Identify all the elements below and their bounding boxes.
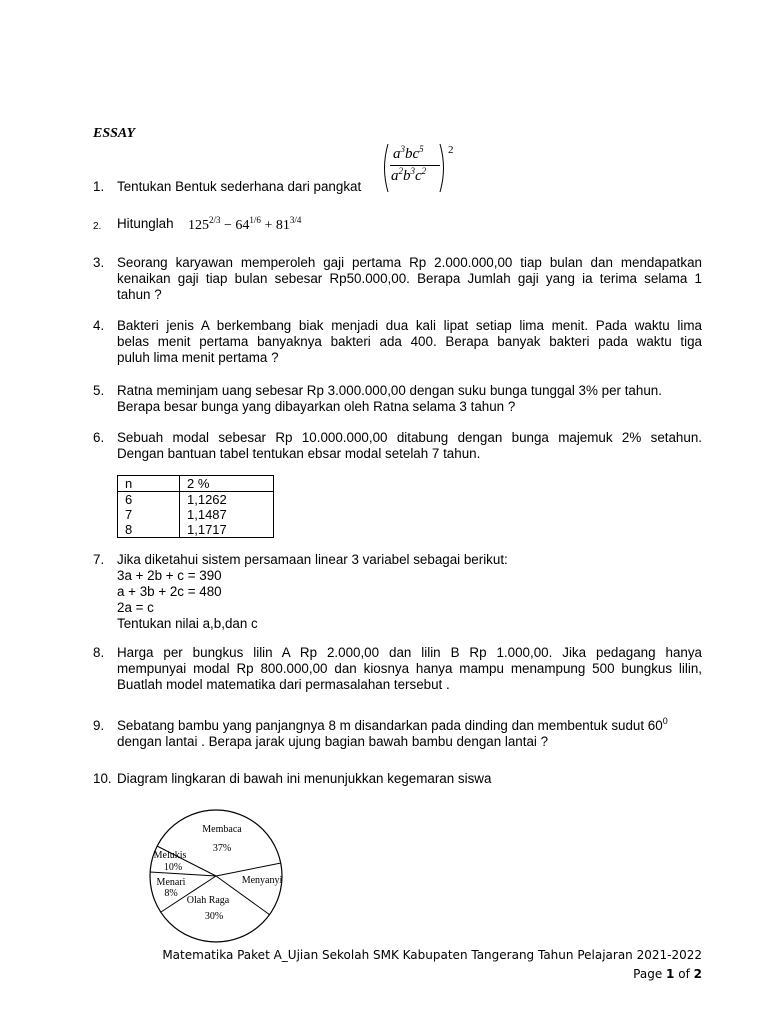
q8-text: Harga per bungkus lilin A Rp 2.000,00 dan lilin B Rp 1.000,00. Jika pedagang hanya mempunyai modal Rp 800.000,00 dan kiosnya hanya mampu menampung 500 bungkus lilin, Buatlah model matematika dari permasalahan tersebut . (117, 645, 702, 692)
footer-title: Matematika Paket A_Ujian Sekolah SMK Kabupaten Tangerang Tahun Pelajaran 2021-2022 (162, 948, 702, 962)
slice-value-olahraga: 30% (204, 911, 224, 922)
q4-number: 4. (93, 318, 105, 333)
q9-text: Sebatang bambu yang panjangnya 8 m disandarkan pada dinding dan membentuk sudut $60^0$ dengan lantai . Berapa jarak ujung bagian bawah bambu dengan lantai ? (117, 716, 668, 749)
q1-text: Tentukan Bentuk sederhana dari pangkat (117, 179, 362, 194)
right-paren-icon (438, 142, 448, 194)
page-number: Page 1 of 2 (633, 967, 702, 981)
q3-text: Seorang karyawan memperoleh gaji pertama Rp 2.000.000,00 tiap bulan dan mendapatkan kenaikan gaji tiap bulan sebesar Rp50.000,00. Berapa Jumlah gaji yang ia terima selama 1 tahun ? (117, 255, 702, 302)
table-header-cell: 2 % (180, 476, 274, 492)
q7-number: 7. (93, 552, 105, 567)
slice-value-membaca: 37% (212, 843, 232, 854)
slice-value-menari: 8% (164, 888, 178, 899)
q7-text: Jika diketahui sistem persamaan linear 3 variabel sebagai berikut: 3a + 2b + c = 390 a + 3b + 2c = 480 2a = c Tentukan nilai a,b,dan c (117, 552, 508, 631)
table-row (118, 522, 274, 538)
q6-text: Sebuah modal sebesar Rp 10.000.000,00 ditabung dengan bunga majemuk 2% setahun. Dengan bantuan tabel tentukan ebsar modal setelah 7 tahun. (117, 430, 702, 461)
slice-label-olahraga: Olah Raga (186, 895, 230, 906)
table-cell: 6 (118, 492, 180, 508)
table-header-row (118, 476, 274, 492)
q5-number: 5. (93, 383, 105, 398)
essay-heading: ESSAY (93, 126, 136, 141)
q1-denominator: $a^2b^3c^2$ (391, 166, 427, 184)
table-cell: 8 (118, 522, 180, 538)
q9-number: 9. (93, 718, 105, 733)
q2-number: 2. (93, 221, 102, 232)
q10-number: 10. (93, 771, 112, 786)
q8-number: 8. (93, 645, 105, 660)
table-cell: 7 (118, 507, 180, 522)
slice-value-melukis: 10% (163, 862, 183, 873)
q2-text: Hitunglah (117, 216, 174, 231)
q1-numerator: $a^3bc^5$ (393, 144, 424, 162)
page-footer (162, 946, 702, 984)
hobby-pie-chart (146, 806, 286, 946)
table-cell: 1,1717 (180, 522, 274, 538)
table-row (118, 507, 274, 522)
table-row (118, 492, 274, 508)
table-cell: 1,1487 (180, 507, 274, 522)
interest-table (117, 475, 274, 538)
fraction-bar (390, 165, 440, 166)
q4-text: Bakteri jenis A berkembang biak menjadi dua kali lipat setiap lima menit. Pada waktu lima belas menit pertama banyaknya bakteri ada 400. Berapa banyak bakteri pada waktu tiga puluh lima menit pertama ? (117, 318, 702, 365)
slice-label-melukis: Melukis (153, 850, 187, 861)
slice-label-menari: Menari (156, 877, 186, 888)
q3-number: 3. (93, 255, 105, 270)
q5-text: Ratna meminjam uang sebesar Rp 3.000.000,00 dengan suku bunga tunggal 3% per tahun. Berapa besar bunga yang dibayarkan oleh Ratna selama 3 tahun ? (117, 383, 662, 414)
q1-number: 1. (93, 179, 105, 194)
slice-divider (150, 872, 216, 876)
table-header-cell: n (118, 476, 180, 492)
q1-outer-exponent: 2 (448, 144, 454, 156)
q2-expression: $125^{2/3} - 64^{1/6} + 81^{3/4}$ (188, 215, 302, 233)
slice-label-membaca: Membaca (202, 824, 242, 835)
q10-text: Diagram lingkaran di bawah ini menunjukkan kegemaran siswa (117, 771, 492, 786)
table-cell: 1,1262 (180, 492, 274, 508)
left-paren-icon (380, 142, 390, 194)
q6-number: 6. (93, 430, 105, 445)
q1-expression (380, 142, 458, 194)
slice-label-menyanyi: Menyanyi (241, 875, 283, 886)
